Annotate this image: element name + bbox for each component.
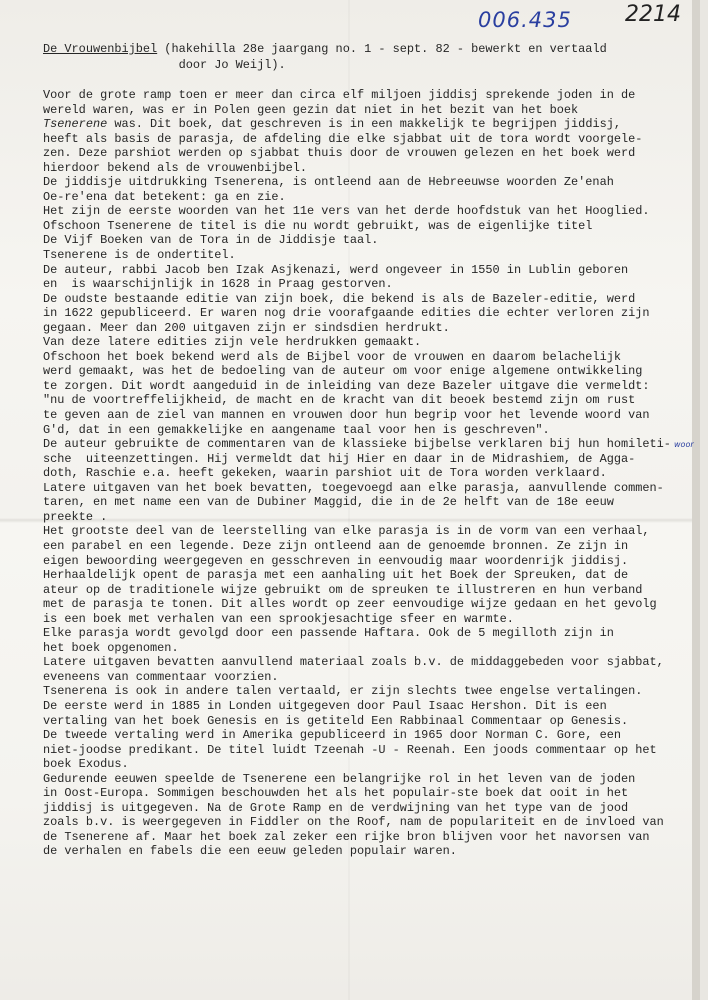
text-line: Ofschoon Tsenerene de titel is die nu wordt gebruikt, was de eigenlijke titel (43, 218, 593, 233)
text-line: wereld waren, was er in Polen geen gezin dat niet in het bezit van het boek (43, 102, 579, 117)
document-title: De Vrouwenbijbel (43, 42, 158, 56)
text-line: is een boek met verhalen van een sprookjesachtige sfeer en warmte. (43, 611, 514, 626)
text-line: vertaling van het boek Genesis en is getiteld Een Rabbinaal Commentaar op Genesis. (43, 713, 629, 728)
text-line: eigen bewoording weergegeven en gesschreven in eenvoudig maar woordenrijk jiddisj. (43, 553, 629, 568)
text-line: eveneens van commentaar voorzien. (43, 669, 279, 684)
page-edge (692, 0, 700, 1000)
text-line: taren, en met name een van de Dubiner Maggid, die in de 2e helft van de 18e eeuw (43, 495, 614, 510)
text-line: Het zijn de eerste woorden van het 11e vers van het derde hoofdstuk van het Hooglied. (43, 204, 650, 219)
document-source: (hakehilla 28e jaargang no. 1 - sept. 82 - bewerkt en vertaald (157, 42, 607, 56)
text-line: De auteur, rabbi Jacob ben Izak Asjkenazi, werd ongeveer in 1550 in Lublin geboren (43, 262, 629, 277)
text-line: Oe-re'ena dat betekent: ga en zie. (43, 189, 286, 204)
text-line: De jiddisje uitdrukking Tsenerena, is ontleend aan de Hebreeuwse woorden Ze'enah (43, 175, 614, 190)
text-line: G'd, dat in een gemakkelijke en aangename taal voor hen is geschreven". (43, 422, 550, 437)
text-line: met de parasja te tonen. Dit alles wordt op zeer eenvoudige wijze gedaan en het gevolg (43, 597, 657, 612)
text-line: Voor de grote ramp toen er meer dan circa elf miljoen jiddisj sprekende joden in de (43, 88, 636, 102)
text-line: De auteur gebruikte de commentaren van de klassieke bijbelse verklaren bij hun homileti- (43, 437, 671, 452)
italic-book-name: Tsenerene (43, 117, 108, 132)
text-line: te zorgen. Dit wordt aangeduid in de inleiding van deze Bazeler uitgave die vermeldt: (43, 378, 650, 393)
text-line: Herhaaldelijk opent de parasja met een aanhaling uit het Boek der Spreuken, dat de (43, 568, 629, 583)
text-line: het boek opgenomen. (43, 640, 179, 655)
text-line: De Vijf Boeken van de Tora in de Jiddisje taal. (43, 233, 379, 248)
text-line: Gedurende eeuwen speelde de Tsenerene een belangrijke rol in het leven van de joden (43, 771, 636, 786)
text-line: in 1622 gepubliceerd. Er waren nog drie voorafgaande edities die echter verloren zijn (43, 306, 650, 321)
text-line: Van deze latere edities zijn vele herdrukken gemaakt. (43, 335, 422, 350)
text-line: te geven aan de ziel van mannen en vrouwen door hun begrip voor het levende woord van (43, 408, 650, 423)
text-line: doth, Raschie e.a. heeft gekeken, waarin parshiot uit de Tora worden verklaard. (43, 466, 607, 481)
text-line: hierdoor bekend als de vrouwenbijbel. (43, 160, 308, 175)
text-line: De eerste werd in 1885 in Londen uitgegeven door Paul Isaac Hershon. Dit is een (43, 698, 607, 713)
text-line: Ofschoon het boek bekend werd als de Bijbel voor de vrouwen en daarom belachelijk (43, 349, 621, 364)
text-line: heeft als basis de parasja, de afdeling die elke sjabbat uit de tora wordt voorgele- (43, 131, 643, 146)
text-line: niet-joodse predikant. De titel luidt Tzeenah -U - Reenah. Een joods commentaar op het (43, 742, 657, 757)
text-line: een parabel en een legende. Deze zijn ontleend aan de genoemde bronnen. Ze zijn in (43, 538, 629, 553)
document-byline: door Jo Weijl). (43, 58, 286, 72)
text-line: de Tsenerene af. Maar het boek zal zeker een rijke bron blijven voor het navorsen van (43, 829, 650, 844)
text-line: werd gemaakt, was het de bedoeling van de auteur om voor enige algemene ontwikkeling (43, 364, 643, 379)
text-line: boek Exodus. (43, 757, 129, 772)
handwritten-catalog-number: 006.435 (478, 8, 572, 32)
text-line: Tsenerene was. Dit boek, dat geschreven is in een makkelijk te begrijpen jiddisj, (43, 117, 621, 132)
text-line: Latere uitgaven van het boek bevatten, toegevoegd aan elke parasja, aanvullende commen- (43, 480, 664, 495)
text-line: Tsenerena is ook in andere talen vertaald, er zijn slechts twee engelse vertalingen. (43, 684, 643, 699)
document-body (43, 88, 671, 859)
text-line: Elke parasja wordt gevolgd door een passende Haftara. Ook de 5 megilloth zijn in (43, 626, 614, 641)
text-line: "nu de voortreffelijkheid, de macht en de kracht van dit beoek bestemd zijn om rust (43, 393, 636, 408)
text-line: ateur op de traditionele wijze gebruikt om de spreuken te illustreren en hun verband (43, 582, 643, 597)
text-line: de verhalen en fabels die een eeuw geleden populair waren. (43, 844, 457, 859)
text-line: jiddisj is uitgegeven. Na de Grote Ramp en de verdwijning van het type van de jood (43, 800, 629, 815)
text-line: gegaan. Meer dan 200 uitgaven zijn er sindsdien herdrukt. (43, 320, 450, 335)
text-line: in Oost-Europa. Sommigen beschouwden het als het populair-ste boek dat ooit in het (43, 786, 629, 801)
text-line: sche uiteenzettingen. Hij vermeldt dat hij Hier en daar in de Midrashiem, de Agga- (43, 451, 636, 466)
handwritten-margin-note: woor (674, 440, 694, 449)
text-line: preekte . (43, 509, 108, 524)
text-line: Het grootste deel van de leerstelling van elke parasja is in de vorm van een verhaal, (43, 524, 650, 539)
text-line: Tsenerene is de ondertitel. (43, 248, 236, 263)
text-line: zoals b.v. is weergegeven in Fiddler on the Roof, nam de populariteit en de invloed van (43, 815, 664, 830)
document-title-line (43, 42, 607, 57)
handwritten-document-id: 2214 (625, 2, 681, 27)
text-line: De tweede vertaling werd in Amerika gepubliceerd in 1965 door Norman C. Gore, een (43, 728, 621, 743)
text-line: zen. Deze parshiot werden op sjabbat thuis door de vrouwen gelezen en het boek werd (43, 146, 636, 161)
text-line: en is waarschijnlijk in 1628 in Praag gestorven. (43, 277, 393, 292)
text-line: Latere uitgaven bevatten aanvullend materiaal zoals b.v. de middaggebeden voor sjabbat, (43, 655, 664, 670)
text-line: De oudste bestaande editie van zijn boek, die bekend is als de Bazeler-editie, werd (43, 291, 636, 306)
